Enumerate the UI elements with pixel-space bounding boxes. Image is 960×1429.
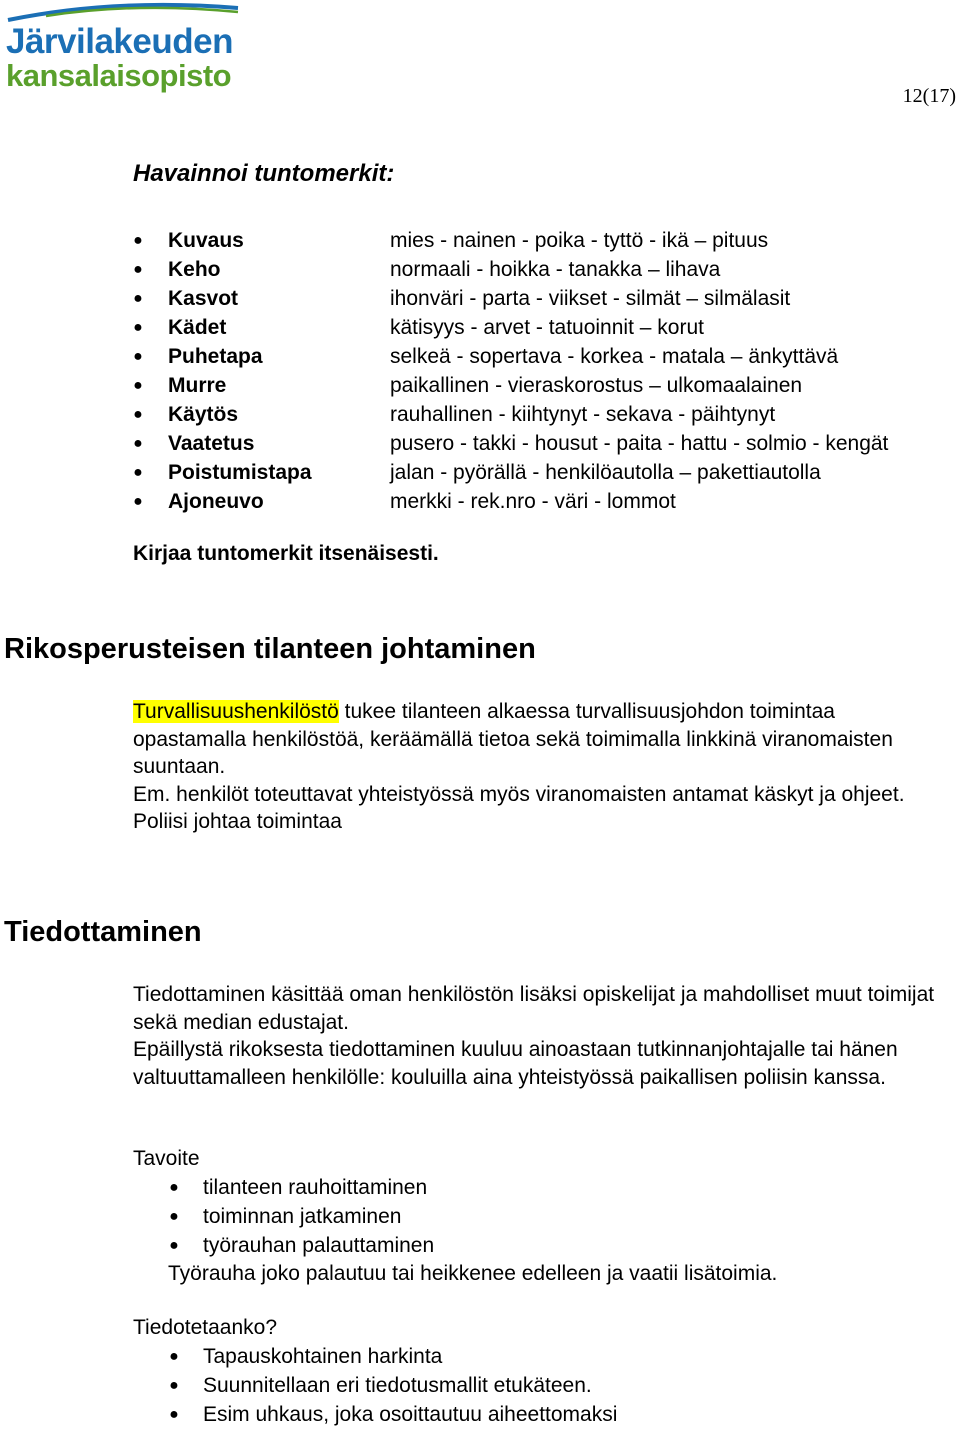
trait-name: Keho xyxy=(168,258,221,281)
section2-paragraph-2: Epäillystä rikoksesta tiedottaminen kuuluu ainoastaan tutkinnanjohtajalle tai hänen valtuuttamalleen henkilölle: kouluilla aina yhteistyössä paikallisen poliisin kanssa. xyxy=(133,1038,898,1089)
section1-paragraph-1-text: tukee tilanteen alkaessa turvallisuusjohdon toimintaa opastamalla henkilöstöä, keräämällä tietoa sekä toimimalla linkkinä viranomaisten suuntaan. xyxy=(133,700,893,778)
goal-note: Työrauha joko palautuu tai heikkenee edelleen ja vaatii lisätoimia. xyxy=(168,1262,778,1285)
trait-values: ihonväri - parta - viikset - silmät – silmälasit xyxy=(390,287,791,310)
trait-name: Vaatetus xyxy=(168,432,255,455)
list-item-text: Tapauskohtainen harkinta xyxy=(203,1345,443,1368)
section-heading-communication: Tiedottaminen xyxy=(4,916,202,948)
bullet-icon: ● xyxy=(169,1179,179,1196)
list-item-text: työrauhan palauttaminen xyxy=(203,1234,435,1257)
trait-values: merkki - rek.nro - väri - lommot xyxy=(390,490,676,513)
section2-body xyxy=(133,981,943,1091)
list-item-text: tilanteen rauhoittaminen xyxy=(203,1176,428,1199)
section1-paragraph-1 xyxy=(133,698,943,781)
trait-values: normaali - hoikka - tanakka – lihava xyxy=(390,258,721,281)
section1-body xyxy=(133,698,943,836)
trait-values: pusero - takki - housut - paita - hattu - solmio - kengät xyxy=(390,432,889,455)
bullet-icon: ● xyxy=(133,464,143,481)
trait-name: Kasvot xyxy=(168,287,239,310)
list-item-text: Esim uhkaus, joka osoittautuu aiheettomaksi xyxy=(203,1403,618,1426)
bullet-icon: ● xyxy=(133,290,143,307)
highlighted-term: Turvallisuushenkilöstö xyxy=(133,700,339,723)
logo-text-line2: kansalaisopisto xyxy=(6,58,232,93)
list-item-text: Suunnitellaan eri tiedotusmallit etukäteen. xyxy=(203,1374,592,1397)
bullet-icon: ● xyxy=(133,261,143,278)
logo-swoosh-icon xyxy=(6,2,246,24)
trait-name: Kuvaus xyxy=(168,229,244,252)
section1-paragraph-2: Em. henkilöt toteuttavat yhteistyössä myös viranomaisten antamat käskyt ja ohjeet. xyxy=(133,782,905,806)
list-item-text: toiminnan jatkaminen xyxy=(203,1205,402,1228)
trait-values: rauhallinen - kiihtynyt - sekava - päihtynyt xyxy=(390,403,776,426)
page-number: 12(17) xyxy=(902,85,956,107)
observe-heading: Havainnoi tuntomerkit: xyxy=(133,160,395,187)
bullet-icon: ● xyxy=(169,1348,179,1365)
bullet-icon: ● xyxy=(133,232,143,249)
bullet-icon: ● xyxy=(133,435,143,452)
section2-paragraph-1: Tiedottaminen käsittää oman henkilöstön lisäksi opiskelijat ja mahdolliset muut toimijat sekä median edustajat. xyxy=(133,983,935,1034)
goal-label: Tavoite xyxy=(133,1147,200,1170)
trait-name: Kädet xyxy=(168,316,227,339)
trait-name: Ajoneuvo xyxy=(168,490,264,513)
bullet-icon: ● xyxy=(169,1406,179,1423)
observe-note: Kirjaa tuntomerkit itsenäisesti. xyxy=(133,542,439,565)
inform-label: Tiedotetaanko? xyxy=(133,1316,277,1339)
section1-paragraph-3: Poliisi johtaa toimintaa xyxy=(133,810,342,833)
trait-name: Käytös xyxy=(168,403,239,426)
section-heading-leadership: Rikosperusteisen tilanteen johtaminen xyxy=(4,633,536,665)
bullet-icon: ● xyxy=(133,493,143,510)
bullet-icon: ● xyxy=(169,1208,179,1225)
bullet-icon: ● xyxy=(133,377,143,394)
bullet-icon: ● xyxy=(133,319,143,336)
logo-text-line1: Järvilakeuden xyxy=(6,22,233,61)
trait-values: paikallinen - vieraskorostus – ulkomaalainen xyxy=(390,374,803,397)
trait-name: Puhetapa xyxy=(168,345,263,368)
trait-values: mies - nainen - poika - tyttö - ikä – pituus xyxy=(390,229,769,252)
bullet-icon: ● xyxy=(133,406,143,423)
bullet-icon: ● xyxy=(133,348,143,365)
bullet-icon: ● xyxy=(169,1377,179,1394)
trait-name: Murre xyxy=(168,374,227,397)
bullet-icon: ● xyxy=(169,1237,179,1254)
trait-values: kätisyys - arvet - tatuoinnit – korut xyxy=(390,316,704,339)
trait-values: selkeä - sopertava - korkea - matala – änkyttävä xyxy=(390,345,839,368)
trait-name: Poistumistapa xyxy=(168,461,312,484)
trait-values: jalan - pyörällä - henkilöautolla – pakettiautolla xyxy=(390,461,821,484)
